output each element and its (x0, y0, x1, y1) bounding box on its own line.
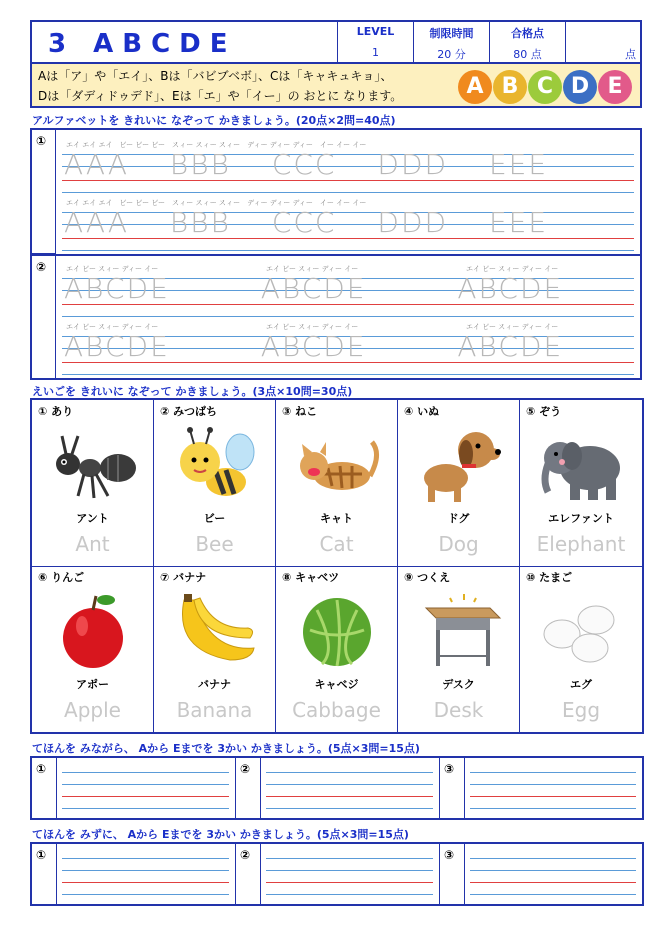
bee-icon (170, 424, 260, 504)
card-trace-word: Elephant (536, 532, 626, 556)
egg-icon (536, 590, 626, 670)
abcde-badges (458, 70, 638, 104)
level-cell: LEVEL 1 (338, 22, 414, 64)
card-jp-label: りんご (51, 571, 85, 584)
card-kana: キャベジ (314, 678, 359, 691)
vocab-card-ant: ① あり アント Ant (32, 400, 154, 566)
card-kana: エグ (570, 678, 592, 691)
trace-q1-row-2: AAA BBB CCC DDD EEE (64, 206, 549, 239)
apple-icon (48, 590, 138, 670)
s3-num-3: ③ (444, 762, 455, 776)
card-trace-word: Dog (438, 532, 479, 556)
vocab-card-banana: ⑦ バナナ バナナ Banana (154, 566, 276, 732)
badge-b-icon: B (493, 70, 527, 104)
passing-score-cell: 合格点 80 点 (490, 22, 566, 64)
section2-heading: えいごを きれいに なぞって かきましょう。(3点×10問=30点) (32, 385, 353, 398)
score-cell: 点 (625, 48, 636, 61)
vocab-card-apple: ⑥ りんご アポー Apple (32, 566, 154, 732)
card-jp-label: つくえ (417, 571, 451, 584)
vocab-card-dog: ④ いぬ ドグ Dog (398, 400, 520, 566)
q1-row-2: エイ エイ エイ ビー ビー ビー スィー スィー スィー ディー ディー ディー イー イー イー AAA BBB CCC DDD EEE (62, 196, 634, 252)
card-jp-label: バナナ (173, 571, 207, 584)
card-kana: ドグ (447, 512, 470, 525)
card-kana: アント (76, 512, 109, 525)
tracing-box (30, 128, 642, 380)
vocab-card-cabbage: ⑧ キャベツ キャベジ Cabbage (276, 566, 398, 732)
trace-q2-row-1: ABCDE ABCDE ABCDE (64, 272, 564, 305)
dog-icon (414, 424, 504, 504)
badge-e-icon: E (598, 70, 632, 104)
intro-line-2: Dは「ダディドゥデド」、Eは「エ」や「イー」の おとに なります。 (38, 89, 403, 103)
page-title: 3 ABCDE (32, 22, 338, 64)
vocab-grid (30, 398, 644, 734)
trace-q2-row-2: ABCDE ABCDE ABCDE (64, 330, 564, 363)
card-kana: キャト (320, 512, 353, 525)
section4-heading: てほんを みずに、 Aから Eまでを 3かい かきましょう。(5点×3問=15点) (32, 828, 409, 841)
q2-row-1: エイ ビー スィー ディー イー エイ ビー スィー ディー イー エイ ビー スィー ディー イー ABCDE ABCDE ABCDE (62, 262, 634, 318)
q1-row-1: エイ エイ エイ ビー ビー ビー スィー スィー スィー ディー ディー ディー イー イー イー AAA BBB CCC DDD EEE (62, 138, 634, 194)
badge-d-icon: D (563, 70, 597, 104)
card-jp-label: たまご (539, 571, 573, 584)
s4-num-3: ③ (444, 848, 455, 862)
card-jp-label: みつばち (173, 405, 217, 418)
card-jp-label: ぞう (539, 405, 562, 418)
s4-num-2: ② (240, 848, 251, 862)
card-trace-word: Bee (195, 532, 234, 556)
s4-num-1: ① (36, 848, 47, 862)
intro-line-1: Aは「ア」や「エイ」、Bは「バビブベボ」、Cは「キャキュキョ」、 (38, 69, 393, 83)
vocab-card-bee: ② みつばち ビー Bee (154, 400, 276, 566)
q2-row-2: エイ ビー スィー ディー イー エイ ビー スィー ディー イー エイ ビー スィー ディー イー ABCDE ABCDE ABCDE (62, 320, 634, 376)
card-trace-word: Egg (561, 698, 601, 722)
vocab-card-cat: ③ ねこ キャト Cat (276, 400, 398, 566)
card-trace-word: Cabbage (292, 698, 381, 722)
cabbage-icon (292, 590, 382, 670)
desk-icon (414, 590, 504, 670)
elephant-icon (536, 424, 626, 504)
card-jp-label: いぬ (417, 405, 440, 418)
card-trace-word: Desk (433, 698, 484, 722)
vocab-card-egg: ⑩ たまご エグ Egg (520, 566, 642, 732)
ant-icon (48, 424, 138, 504)
section3-heading: てほんを みながら、 Aから Eまでを 3かい かきましょう。(5点×3問=15点) (32, 742, 420, 755)
banana-icon (170, 590, 260, 670)
cat-icon (292, 424, 382, 504)
trace-q1-row-1: AAA BBB CCC DDD EEE (64, 148, 549, 181)
q1-number: ① (36, 134, 47, 148)
card-kana: エレファント (548, 512, 614, 525)
card-trace-word: Banana (176, 698, 253, 722)
card-jp-label: あり (51, 405, 74, 418)
vocab-card-desk: ⑨ つくえ デスク Desk (398, 566, 520, 732)
card-kana: ビー (203, 512, 226, 525)
s3-num-2: ② (240, 762, 251, 776)
time-limit-cell: 制限時間 20 分 (414, 22, 490, 64)
s3-num-1: ① (36, 762, 47, 776)
card-kana: デスク (442, 678, 475, 691)
badge-a-icon: A (458, 70, 492, 104)
vocab-card-elephant: ⑤ ぞう エレファント Elephant (520, 400, 642, 566)
card-kana: バナナ (198, 678, 231, 691)
card-trace-word: Cat (319, 532, 354, 556)
card-trace-word: Apple (64, 698, 121, 722)
badge-c-icon: C (528, 70, 562, 104)
write-with-model-box[interactable] (30, 756, 644, 820)
write-without-model-box[interactable] (30, 842, 644, 906)
q2-number: ② (36, 260, 47, 274)
card-jp-label: ねこ (295, 405, 318, 418)
header-table (30, 20, 642, 64)
section1-heading: アルファベットを きれいに なぞって かきましょう。(20点×2問=40点) (32, 114, 396, 127)
card-trace-word: Ant (75, 532, 110, 556)
card-jp-label: キャベツ (295, 571, 340, 584)
card-kana: アポー (76, 678, 109, 691)
